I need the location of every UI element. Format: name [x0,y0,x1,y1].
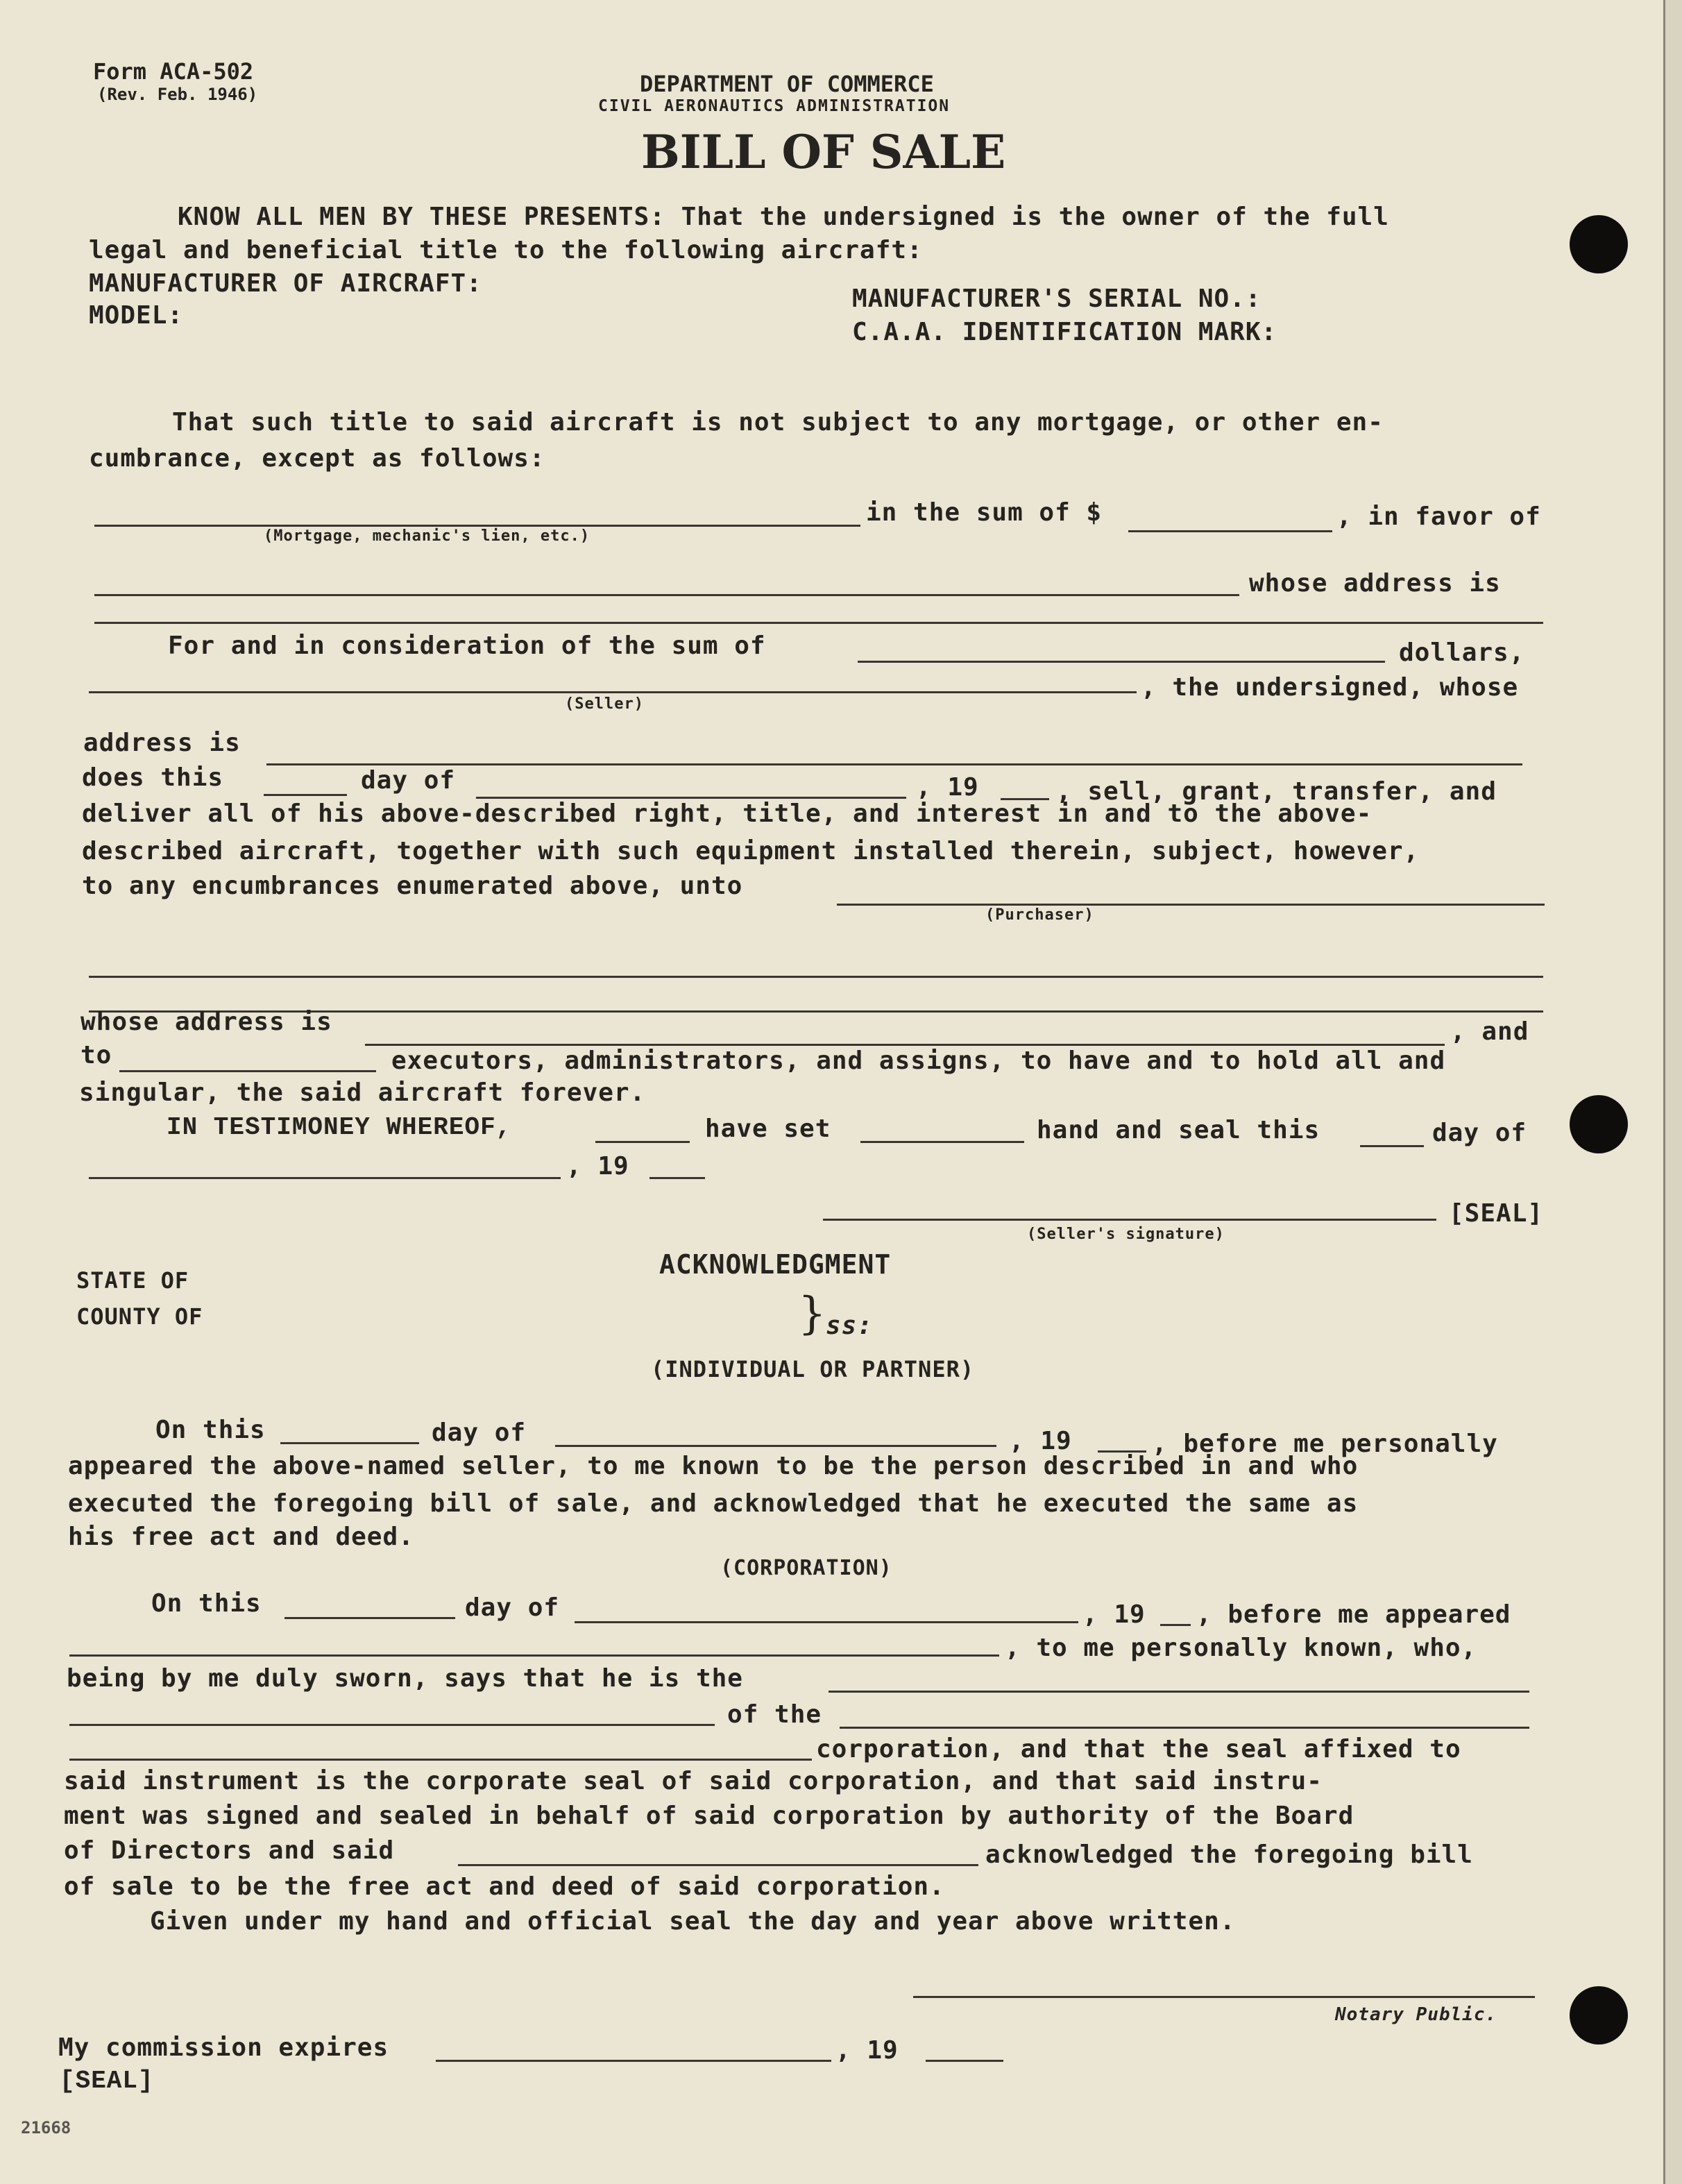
individual-heading: (INDIVIDUAL OR PARTNER) [651,1356,975,1382]
notary-public-label: Notary Public. [1335,2004,1497,2025]
seller-signature-field[interactable] [823,1219,1436,1221]
seller-seal-label: [SEAL] [1449,1199,1544,1228]
corp-title-field-2[interactable] [69,1724,715,1726]
ss-brace: } [798,1288,826,1339]
corp-corporation-label: corporation, and that the seal affixed to [816,1735,1461,1763]
sell-grant-label: , sell, grant, transfer, and [1056,777,1497,806]
corp-name-field[interactable] [840,1727,1529,1729]
purchaser-address-label: whose address is [80,1008,332,1036]
purchaser-field-line-2[interactable] [89,976,1543,978]
ss-label: ss: [826,1312,874,1340]
notary-signature-field[interactable] [913,1996,1535,1998]
ind-day-field[interactable] [280,1442,419,1444]
corp-line-8b: acknowledged the foregoing bill [985,1840,1473,1869]
corporation-heading: (CORPORATION) [720,1556,892,1580]
to-any-line: to any encumbrances enumerated above, unto [82,872,743,900]
sale-day-field[interactable] [264,794,347,796]
corp-on-this-label: On this [151,1589,262,1618]
corp-of-the-label: of the [727,1700,822,1729]
ind-before-label: , before me personally [1152,1430,1498,1458]
ind-line-3: executed the foregoing bill of sale, and acknowledged that he executed the same as [68,1489,1359,1518]
does-this-label: does this [82,763,224,792]
corp-acknowledger-field[interactable] [458,1864,978,1866]
notary-seal-label: [SEAL] [60,2067,154,2095]
commission-label: My commission expires [58,2033,389,2062]
mortgage-caption: (Mortgage, mechanic's lien, etc.) [264,527,591,545]
corp-officer-title-field[interactable] [829,1691,1529,1693]
year-prefix-label: , 19 [916,773,979,802]
consideration-sum-field[interactable] [858,661,1385,663]
address-is-label: address is [83,729,241,757]
commission-date-field[interactable] [436,2060,831,2062]
corp-year-field[interactable] [1160,1624,1191,1626]
favor-label: , in favor of [1336,502,1541,531]
corp-officer-name-field[interactable] [69,1654,999,1657]
page-title: BILL OF SALE [641,125,1006,179]
sale-month-field[interactable] [476,797,906,799]
described-line: described aircraft, together with such equipment installed therein, subject, however, [82,837,1420,865]
undersigned-label: , the undersigned, whose [1141,673,1519,702]
mortgage-sum-field[interactable] [1128,530,1332,532]
mortgage-field[interactable] [94,525,860,527]
dollars-label: dollars, [1399,638,1525,667]
corp-sworn-label: being by me duly sworn, says that he is the [67,1664,743,1693]
corp-month-field[interactable] [575,1621,1078,1623]
corp-year-label: , 19 [1082,1600,1146,1629]
manufacturer-label: MANUFACTURER OF AIRCRAFT: [89,269,482,298]
county-of-label: COUNTY OF [76,1303,203,1330]
singular-line: singular, the said aircraft forever. [79,1078,646,1107]
encumbrance-address-field[interactable] [94,622,1543,624]
corp-day-of-label: day of [465,1593,560,1622]
corp-line-9: of sale to be the free act and deed of said corporation. [64,1872,945,1901]
encumbrance-line-2: cumbrance, except as follows: [89,444,545,473]
ind-line-4: his free act and deed. [68,1523,414,1551]
intro-line-2: legal and beneficial title to the following aircraft: [89,236,923,264]
ind-on-this-label: On this [155,1416,266,1444]
acknowledgment-heading: ACKNOWLEDGMENT [659,1249,892,1280]
agency-name: CIVIL AERONAUTICS ADMINISTRATION [598,97,951,115]
corp-line-7: ment was signed and sealed in behalf of said corporation by authority of the Board [64,1802,1354,1830]
day-of-label: day of [361,766,456,795]
corp-known-label: , to me personally known, who, [1005,1634,1477,1662]
hand-seal-label: hand and seal this [1037,1116,1320,1144]
intro-line-1: KNOW ALL MEN BY THESE PRESENTS: That the undersigned is the owner of the full [178,203,1389,231]
seller-signature-caption: (Seller's signature) [1027,1226,1225,1243]
commission-year-field[interactable] [926,2060,1003,2062]
testimony-month-field[interactable] [89,1177,561,1179]
corp-line-8a: of Directors and said [64,1836,395,1865]
testimony-day-of-label: day of [1432,1119,1527,1147]
form-footer-code: 21668 [21,2118,71,2138]
given-line: Given under my hand and official seal the day and year above written. [150,1907,1236,1936]
paper-edge [1663,0,1682,2184]
testimony-day-field[interactable] [1360,1145,1424,1147]
have-set-label: have set [705,1115,831,1143]
testimony-year-field[interactable] [649,1177,705,1179]
testimony-party-field[interactable] [595,1141,690,1143]
testimony-pronoun-field[interactable] [860,1141,1024,1143]
corp-name-field-2[interactable] [69,1759,812,1761]
department-name: DEPARTMENT OF COMMERCE [640,71,934,97]
deliver-line: deliver all of his above-described right, title, and interest in and to the above- [82,799,1373,828]
punch-hole-bottom [1570,1986,1628,2045]
ind-year-label: , 19 [1009,1427,1072,1455]
form-number: Form ACA-502 [93,58,254,85]
testimony-label: IN TESTIMONEY WHEREOF, [167,1113,512,1142]
executors-line: executors, administrators, and assigns, to have and to hold all and [391,1047,1446,1075]
form-revision: (Rev. Feb. 1946) [97,85,258,104]
corp-before-label: , before me appeared [1196,1600,1511,1629]
ind-month-field[interactable] [555,1445,996,1447]
consideration-label: For and in consideration of the sum of [168,632,766,660]
seller-address-field[interactable] [266,763,1522,765]
commission-year-label: , 19 [835,2036,899,2065]
caa-mark-label: C.A.A. IDENTIFICATION MARK: [852,318,1277,346]
encumbrance-line-1: That such title to said aircraft is not subject to any mortgage, or other en- [172,408,1384,437]
sum-label: in the sum of $ [866,498,1103,527]
to-label: to [80,1041,112,1069]
and-label: , and [1450,1017,1529,1046]
purchaser-address-field[interactable] [365,1044,1445,1046]
favor-of-field[interactable] [94,594,1239,596]
seller-name-field[interactable] [89,691,1137,693]
testimony-year-label: , 19 [566,1152,629,1180]
model-label: MODEL: [89,301,184,330]
seller-caption: (Seller) [565,695,644,713]
punch-hole-top [1570,215,1628,273]
ind-line-2: appeared the above-named seller, to me known to be the person described in and who [68,1452,1359,1480]
corp-day-field[interactable] [284,1617,455,1619]
corp-line-6: said instrument is the corporate seal of said corporation, and that said instru- [64,1767,1323,1795]
serial-label: MANUFACTURER'S SERIAL NO.: [852,285,1262,313]
purchaser-caption: (Purchaser) [985,906,1094,924]
ind-day-of-label: day of [432,1419,527,1447]
state-of-label: STATE OF [76,1267,189,1294]
whose-address-label: whose address is [1249,569,1501,598]
punch-hole-middle [1570,1095,1628,1153]
heirs-field[interactable] [119,1070,376,1072]
purchaser-field[interactable] [837,904,1545,906]
